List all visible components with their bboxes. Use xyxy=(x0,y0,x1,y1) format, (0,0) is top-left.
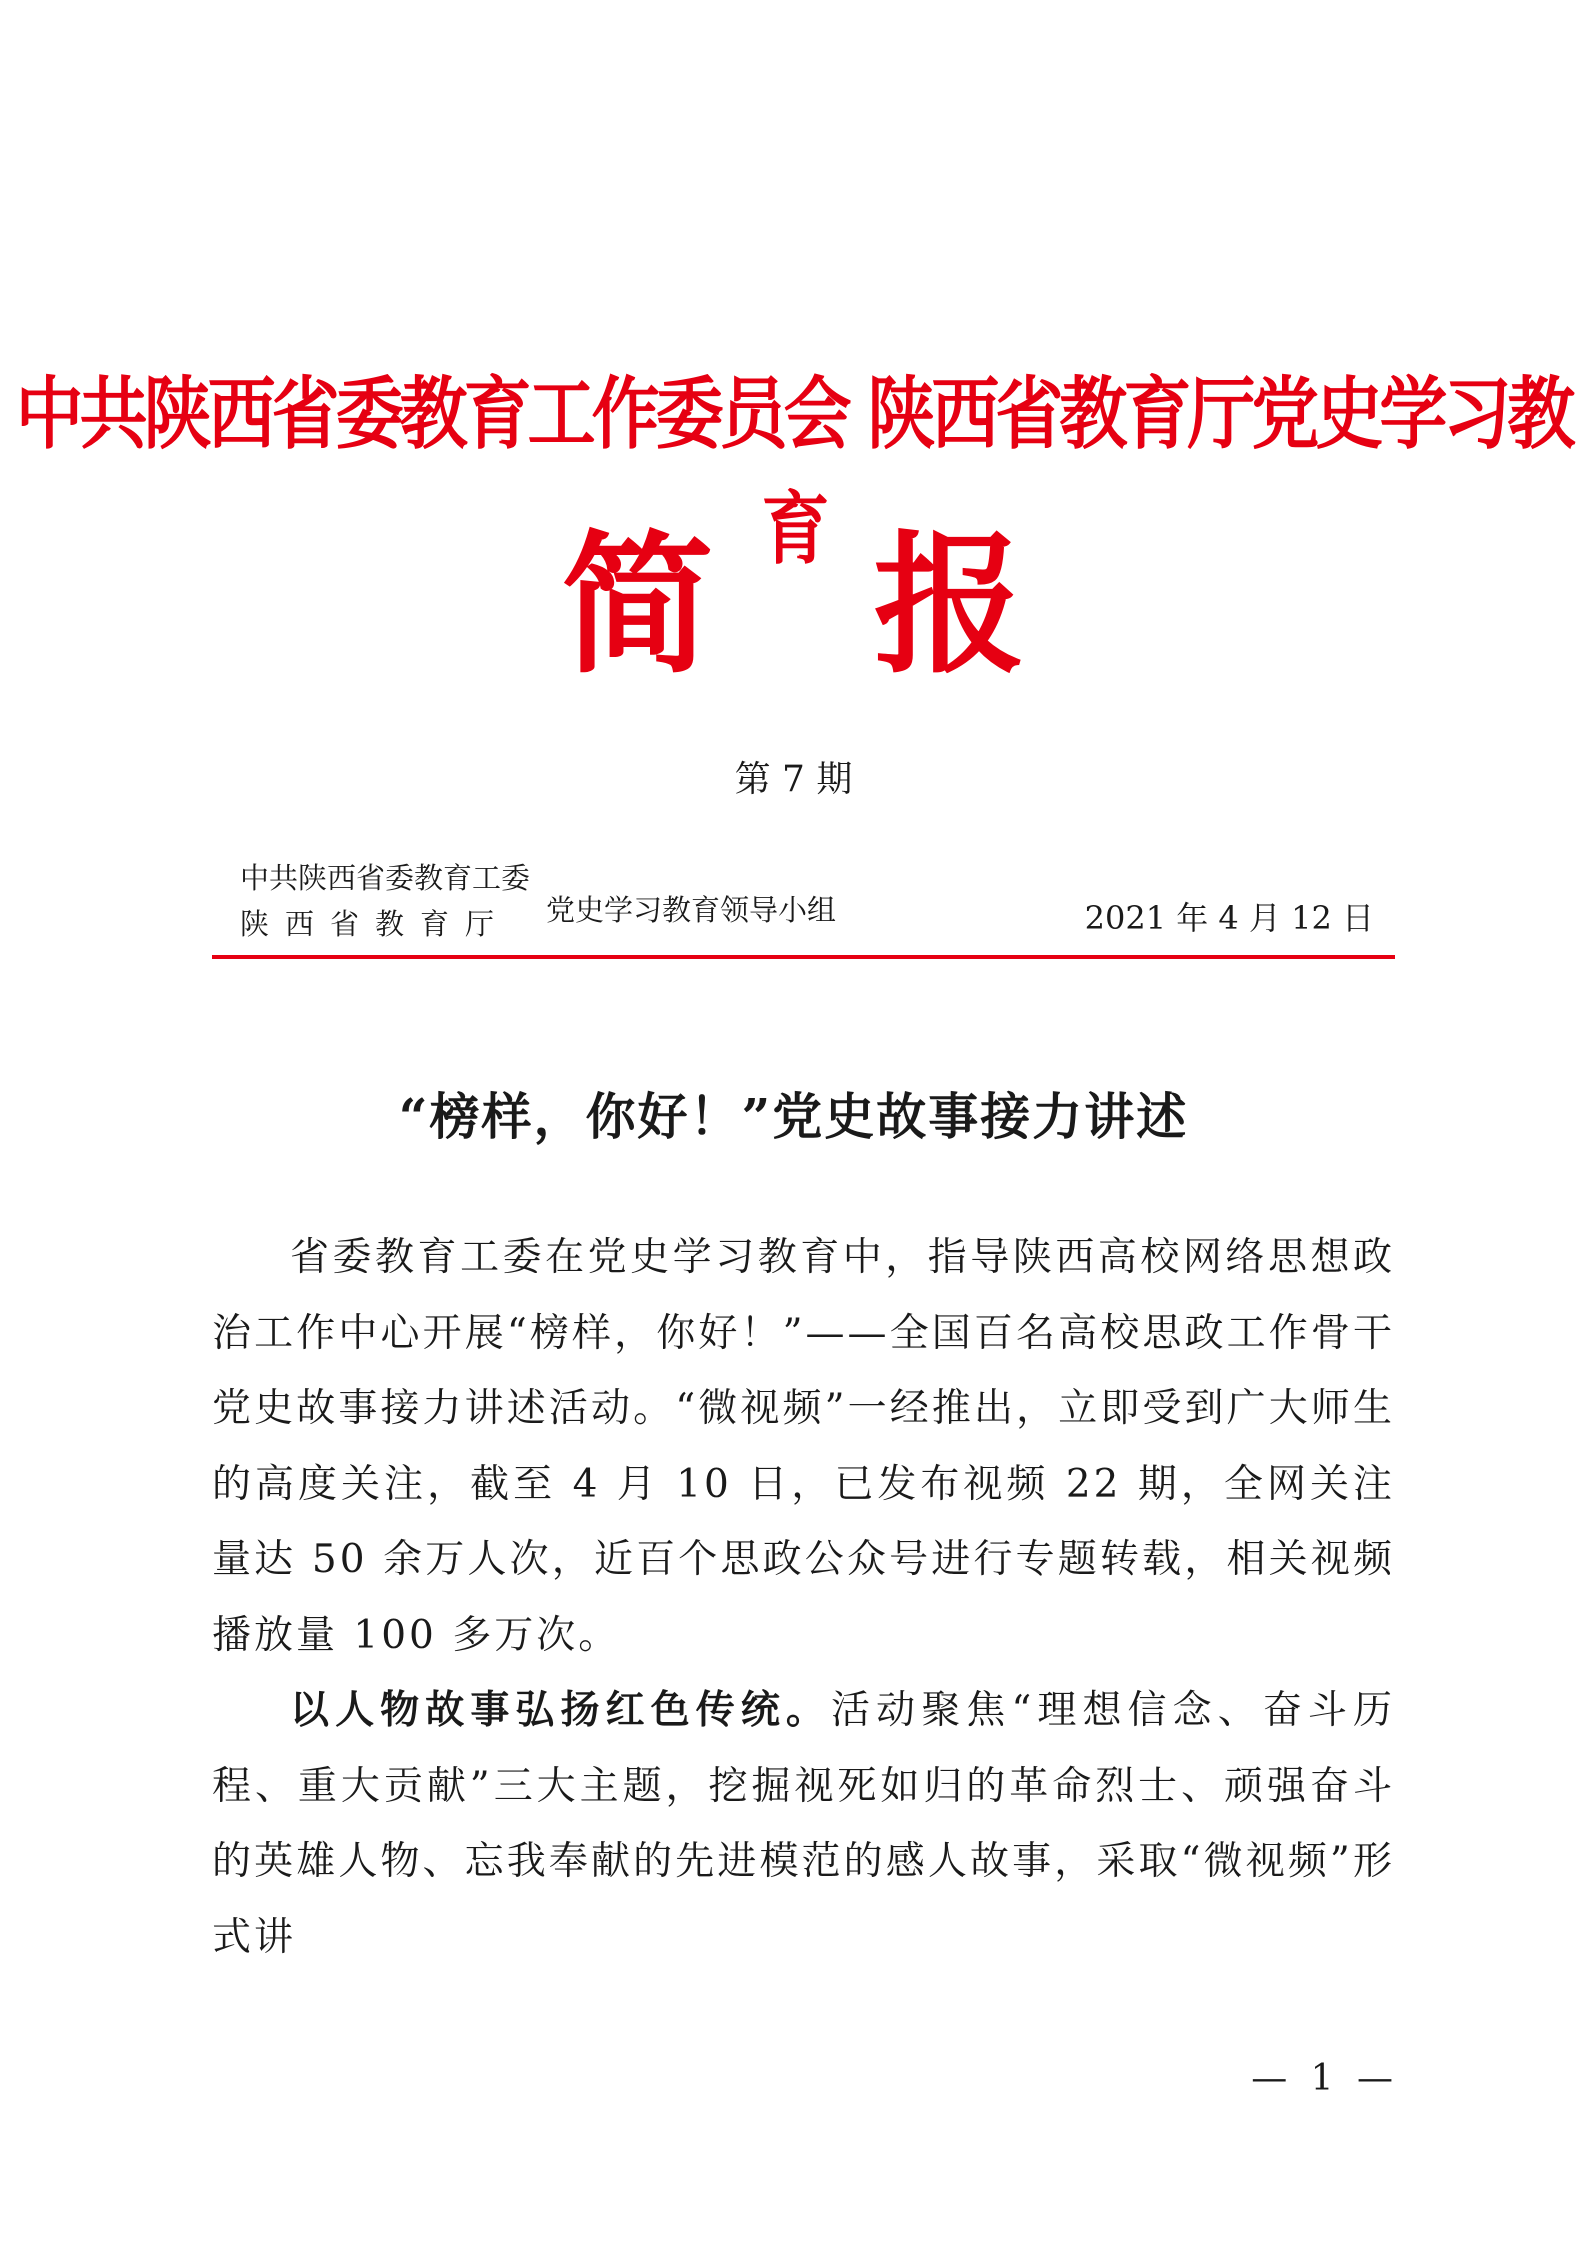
page-number: — 1 — xyxy=(1251,2058,1399,2099)
masthead-title xyxy=(0,515,1587,694)
article-paragraph-2-text: 活动聚焦“理想信念、奋斗历程、重大贡献”三大主题，挖掘视死如归的革命烈士、顽强奋斗的英雄人物、忘我奉献的先进模范的感人故事，采取“微视频”形式讲 xyxy=(212,1688,1395,1960)
article-title: “榜样，你好！”党史故事接力讲述 xyxy=(398,1087,1189,1146)
article-body xyxy=(212,1220,1395,1975)
article-paragraph-2 xyxy=(212,1673,1395,1975)
issuer-line-2: 陕西省教育厅 xyxy=(240,907,511,941)
masthead-title-char-2: 报 xyxy=(873,515,1026,694)
issue-date: 2021 年 4 月 12 日 xyxy=(1084,899,1374,937)
issuer-group: 党史学习教育领导小组 xyxy=(546,893,837,927)
article-paragraph-1: 省委教育工委在党史学习教育中，指导陕西高校网络思想政治工作中心开展“榜样，你好！”——全国百名高校思政工作骨干党史故事接力讲述活动。“微视频”一经推出，立即受到广大师生的高度关注，截至 4 月 10 日，已发布视频 22 期，全网关注量达 50 余万人次，近百个思政公众号进行专题转载，相关视频播放量 100 多万次。 xyxy=(212,1235,1395,1658)
issuer-block xyxy=(240,855,530,947)
article-paragraph-2-lead: 以人物故事弘扬红色传统。 xyxy=(290,1687,832,1733)
red-divider xyxy=(212,955,1395,959)
issue-number: 第 7 期 xyxy=(734,759,853,800)
masthead-title-char-1: 简 xyxy=(561,515,714,694)
issuer-line-1: 中共陕西省委教育工委 xyxy=(240,861,531,895)
masthead-organization: 中共陕西省委教育工作委员会 陕西省教育厅党史学习教育 xyxy=(15,368,1572,576)
